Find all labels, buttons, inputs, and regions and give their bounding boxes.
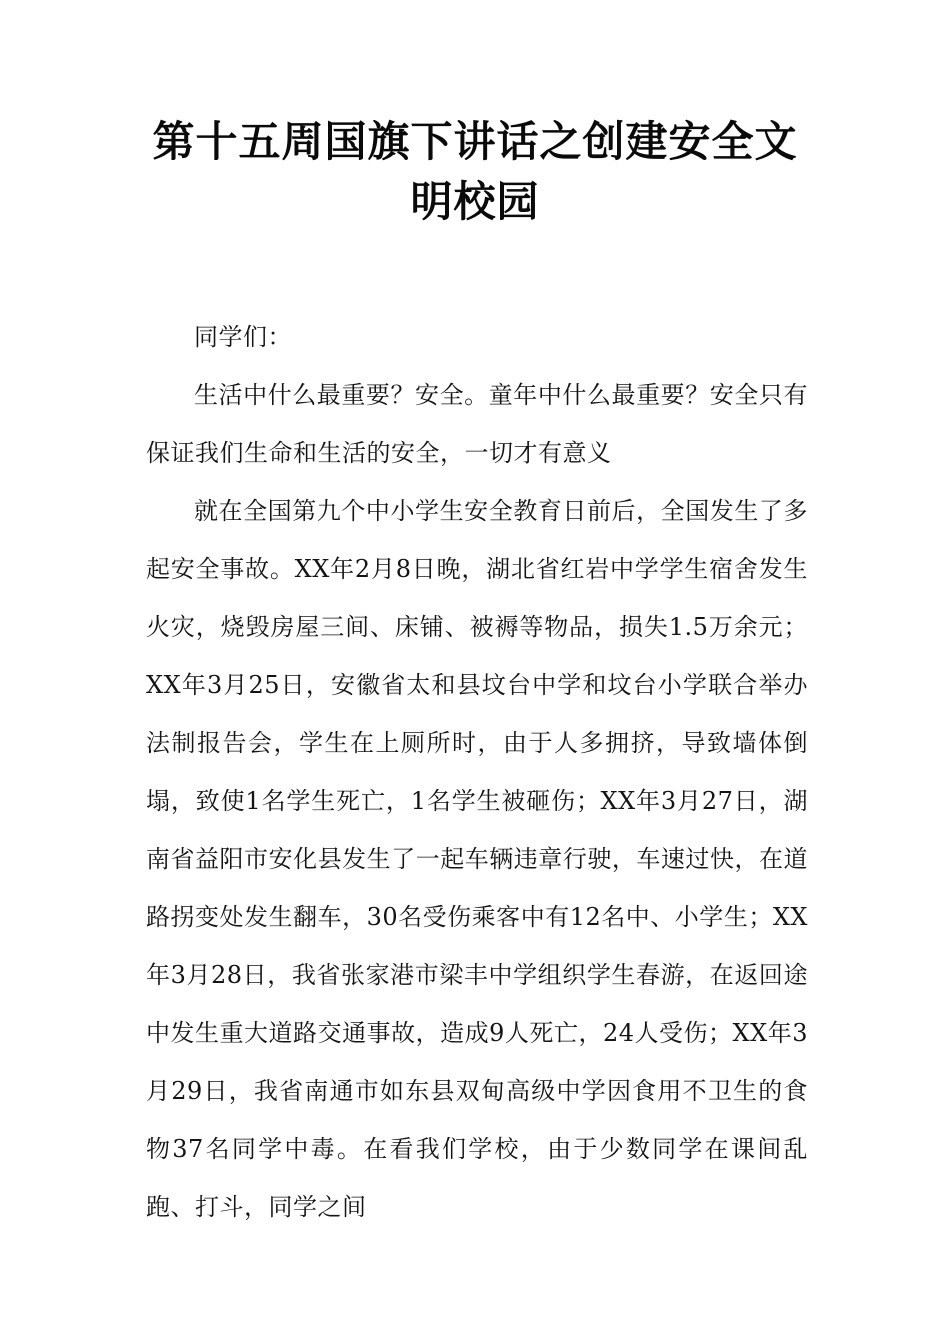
salutation: 同学们： — [194, 323, 292, 351]
document-body — [146, 308, 808, 1236]
paragraph-2: 就在全国第九个中小学生安全教育日前后，全国发生了多起安全事故。XX年2月8日晚，湖北省红岩中学学生宿舍发生火灾，烧毁房屋三间、床铺、被褥等物品，损失1.5万余元；XX年3月25日，安徽省太和县坟台中学和坟台小学联合举办法制报告会，学生在上厕所时，由于人多拥挤，导致墙体倒塌，致使1名学生死亡，1名学生被砸伤；XX年3月27日，湖南省益阳市安化县发生了一起车辆违章行驶，车速过快，在道路拐变处发生翻车，30名受伤乘客中有12名中、小学生；XX年3月28日，我省张家港市梁丰中学组织学生春游，在返回途中发生重大道路交通事故，造成9人死亡，24人受伤；XX年3月29日，我省南通市如东县双甸高级中学因食用不卫生的食物37名同学中毒。在看我们学校，由于少数同学在课间乱跑、打斗，同学之间 — [146, 497, 808, 1221]
document-title: 第十五周国旗下讲话之创建安全文明校园 — [152, 117, 798, 226]
paragraph-1: 生活中什么最重要？安全。童年中什么最重要？安全只有保证我们生命和生活的安全，一切才有意义 — [146, 381, 808, 467]
